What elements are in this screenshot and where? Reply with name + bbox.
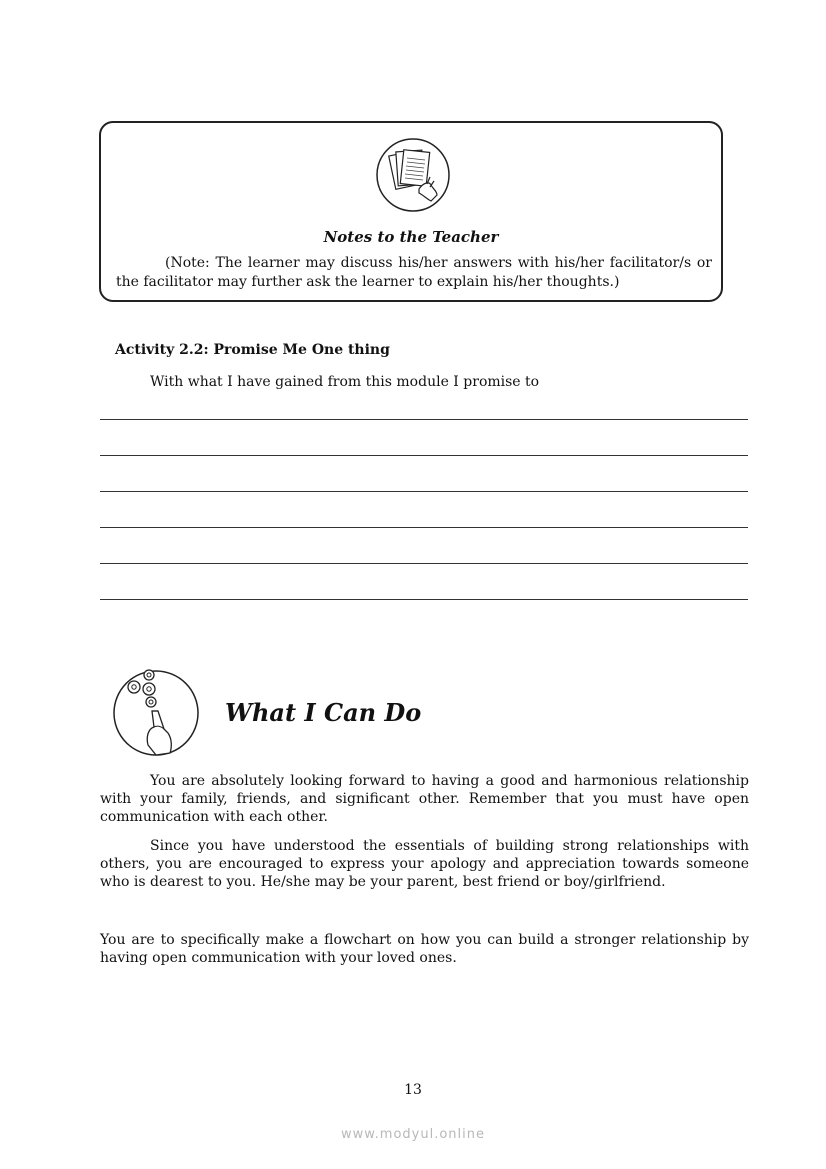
papers-in-hand-icon — [375, 137, 451, 213]
answer-line-2[interactable] — [100, 455, 748, 456]
notes-title: Notes to the Teacher — [323, 228, 499, 246]
section-title: What I Can Do — [225, 698, 422, 727]
page-number: 13 — [404, 1082, 422, 1098]
hand-with-gears-icon — [112, 667, 200, 759]
answer-line-4[interactable] — [100, 527, 748, 528]
answer-line-1[interactable] — [100, 419, 748, 420]
answer-line-6[interactable] — [100, 599, 748, 600]
paragraph-3: You are to specifically make a flowchart on how you can build a stronger relationship by having open communication with your loved ones. — [100, 932, 749, 966]
watermark: www.modyul.online — [340, 1127, 486, 1142]
activity-title: Activity 2.2: Promise Me One thing — [115, 342, 390, 358]
paragraph-2: Since you have understood the essentials of building strong relationships with others, you are encouraged to express your apology and appreciation towards someone who is dearest to you. He/she may be your parent, best friend or boy/girlfriend. — [100, 838, 749, 890]
answer-line-5[interactable] — [100, 563, 748, 564]
notes-body: (Note: The learner may discuss his/her answers with his/her facilitator/s or the facilitator may further ask the learner to explain his/her thoughts.) — [116, 255, 712, 290]
answer-line-3[interactable] — [100, 491, 748, 492]
paragraph-1: You are absolutely looking forward to having a good and harmonious relationship with your family, friends, and significant other. Remember that you must have open communication with each other. — [100, 773, 749, 825]
activity-prompt: With what I have gained from this module I promise to — [150, 374, 540, 390]
